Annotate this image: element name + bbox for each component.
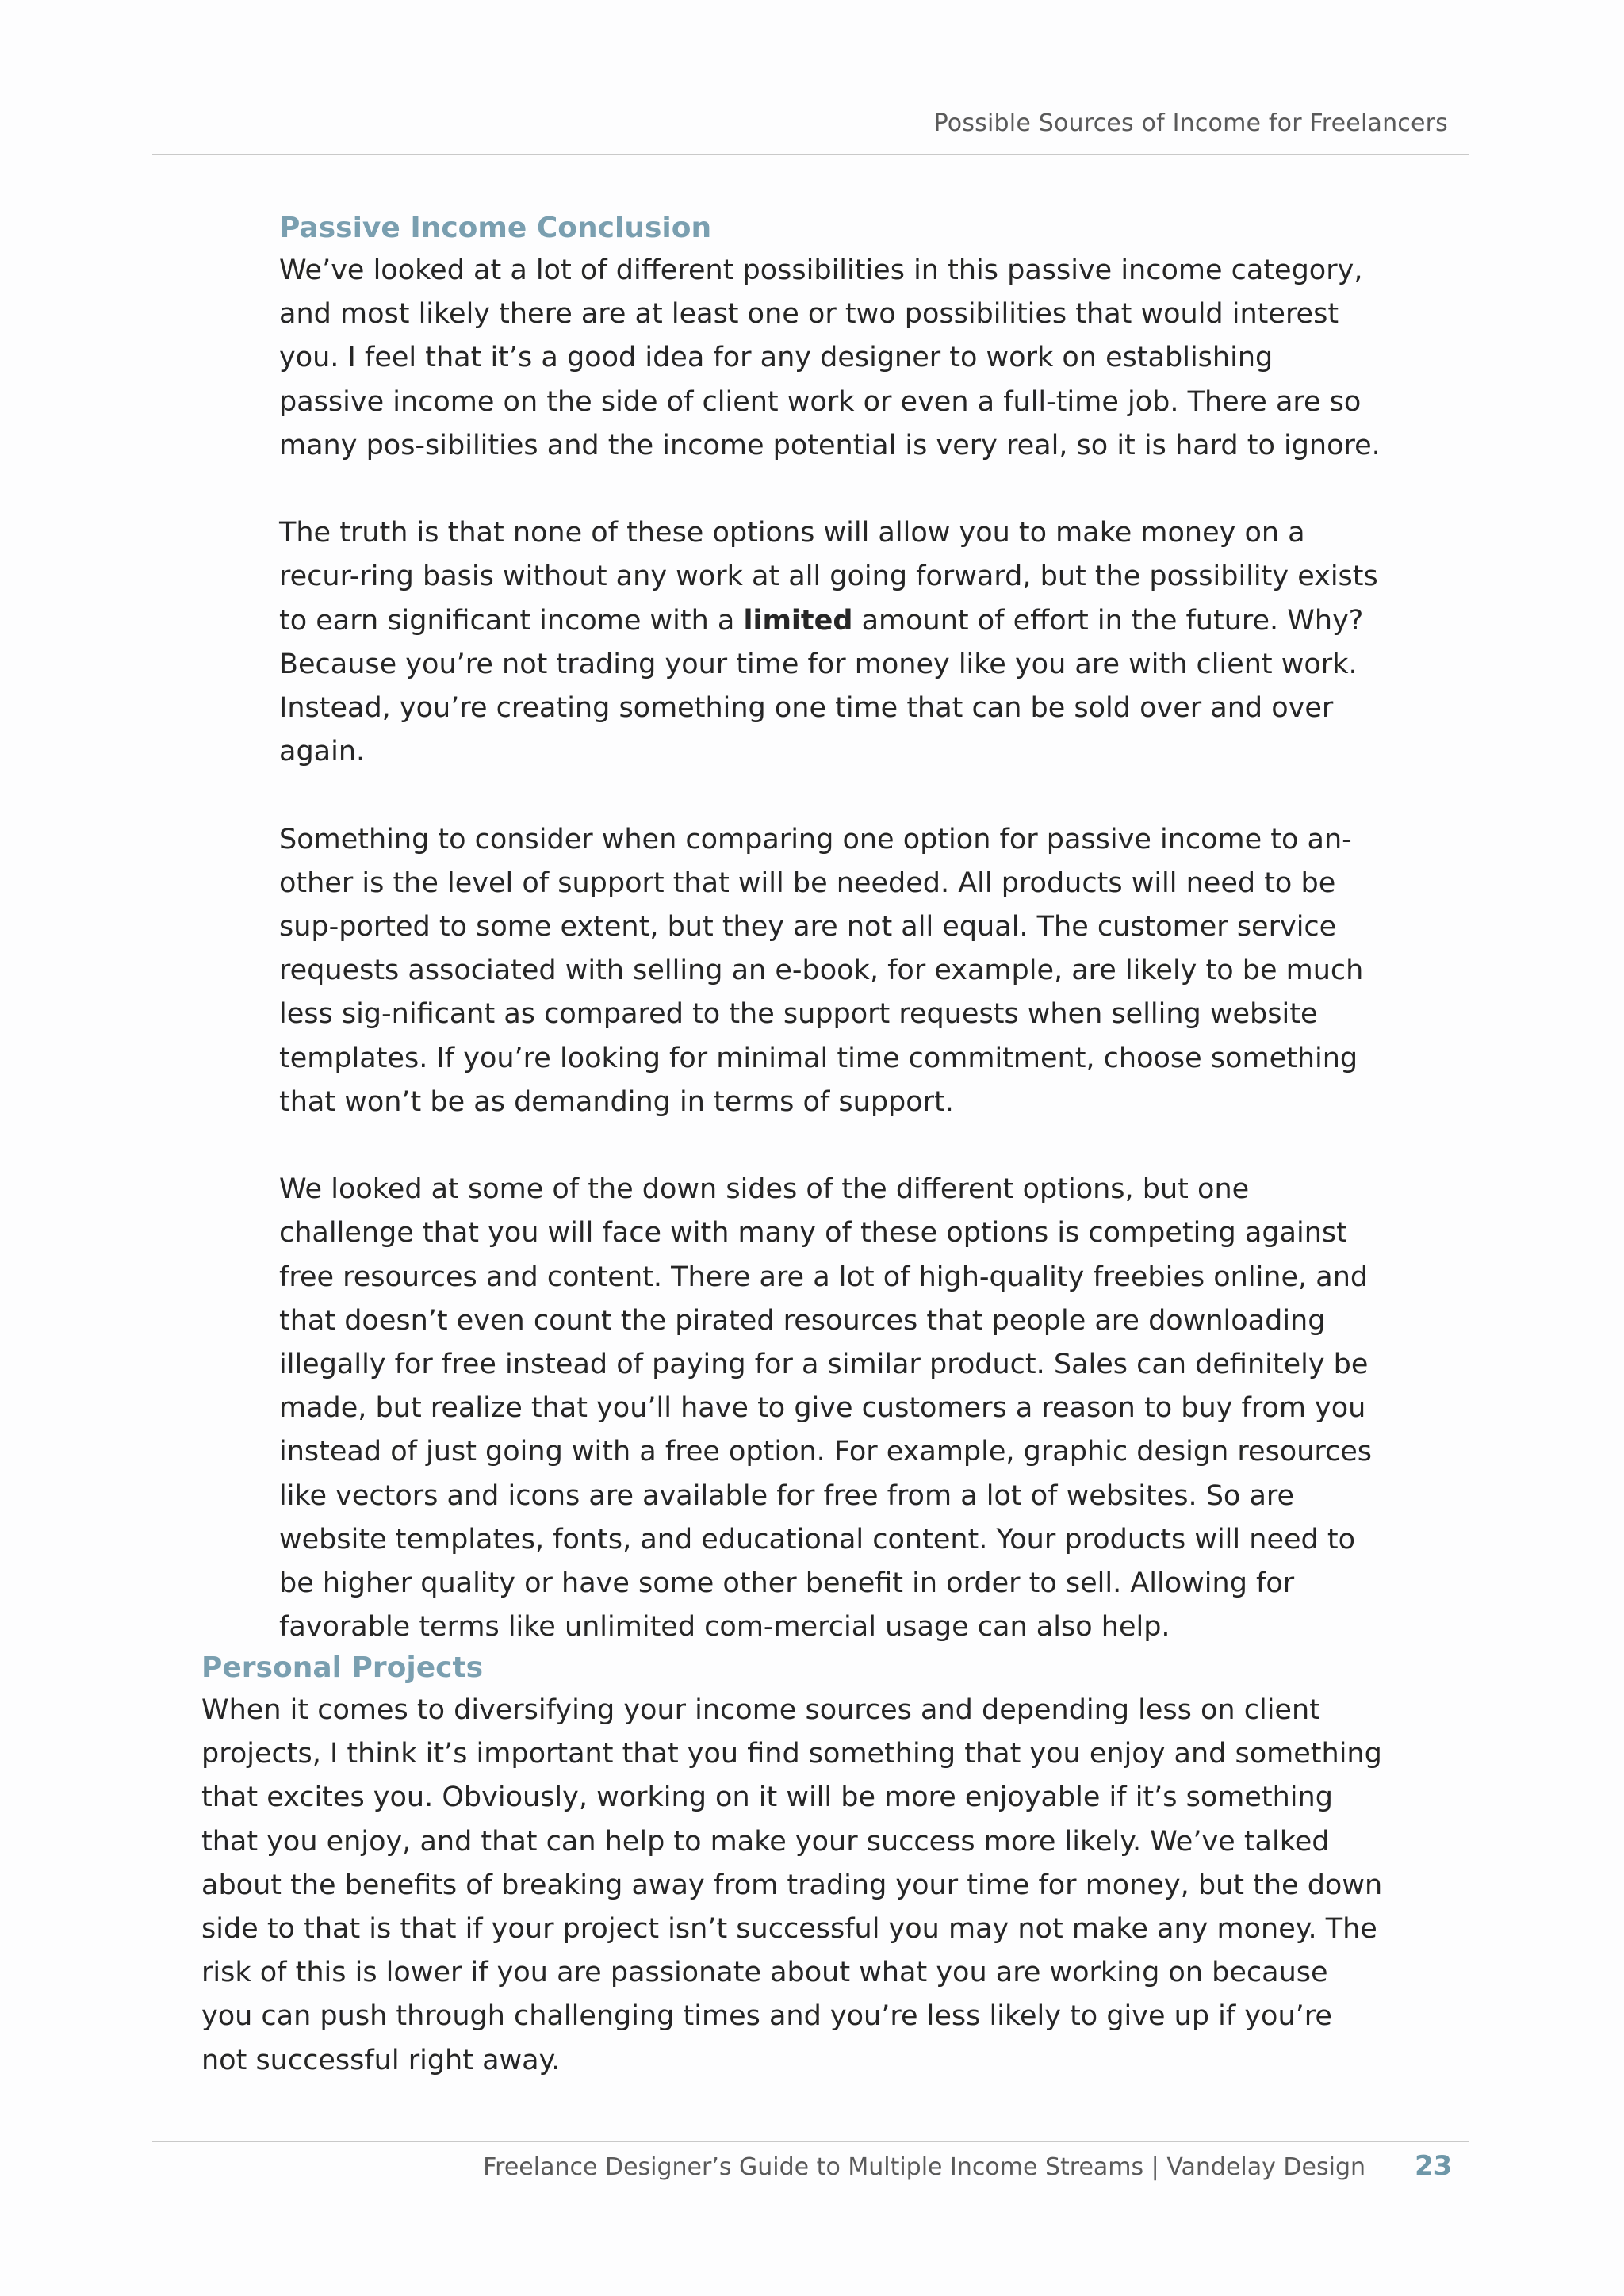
section-personal-projects xyxy=(201,1647,1383,2083)
paragraph: We looked at some of the down sides of the different options, but one challenge that you will face with many of these options is competing against free resources and content. There are a lot of high-quality freebies online, and that doesn’t even count the pirated resources that people are downloading illegally for free instead of paying for a similar product. Sales can definitely be made, but realize that you’ll have to give customers a reason to buy from you instead of just going with a free option. For example, graphic design resources like vectors and icons are available for free from a lot of websites. So are website templates, fonts, and educational content. Your products will need to be higher quality or have some other benefit in order to sell. Allowing for favorable terms like unlimited com-mercial usage can also help. xyxy=(279,1173,1373,1644)
paragraph-text: The truth is that none of these options will allow you to make money on a recur-ring basis without any work at all going forward, but the possibility exists to earn significant income with a xyxy=(279,517,1378,637)
page-footer xyxy=(483,2150,1453,2182)
paragraph: When it comes to diversifying your income sources and depending less on client projects, I think it’s important that you find something that you enjoy and something that excites you. Obviously, working on it will be more enjoyable if it’s something that you enjoy, and that can help to make your success more likely. We’ve talked about the benefits of breaking away from trading your time for money, but the down side to that is that if your project isn’t successful you may not make any money. The risk of this is lower if you are passionate about what you are working on because you can push through challenging times and you’re less likely to give up if you’re not successful right away. xyxy=(201,1694,1383,2076)
section-heading: Personal Projects xyxy=(201,1651,484,1684)
section-heading: Passive Income Conclusion xyxy=(279,212,712,244)
footer-divider xyxy=(152,2141,1469,2142)
page-number: 23 xyxy=(1415,2150,1453,2182)
paragraph: Something to consider when comparing one option for passive income to an-other is the level of support that will be needed. All products will need to be sup-ported to some extent, but they are not all equal. The customer service requests associated with selling an e-book, for example, are likely to be much less sig-nificant as compared to the support requests when selling website templates. If you’re looking for minimal time commitment, choose something that won’t be as demanding in terms of support. xyxy=(279,823,1364,1118)
paragraph xyxy=(279,511,1381,774)
footer-book-title: Freelance Designer’s Guide to Multiple Income Streams | Vandelay Design xyxy=(483,2153,1365,2181)
running-header: Possible Sources of Income for Freelancers xyxy=(933,109,1448,137)
paragraph-text: amount of effort in the future. Why? Because you’re not trading your time for money like you are with client work. Instead, you’re creating something one time that can be sold over and over again. xyxy=(279,604,1364,768)
section-passive-income-conclusion xyxy=(279,208,1381,1649)
header-divider xyxy=(152,154,1469,155)
bold-text: limited xyxy=(743,604,853,637)
paragraph: We’ve looked at a lot of different possibilities in this passive income category, and most likely there are at least one or two possibilities that would interest you. I feel that it’s a good idea for any designer to work on establishing passive income on the side of client work or even a full-time job. There are so many pos-sibilities and the income potential is very real, so it is hard to ignore. xyxy=(279,254,1381,461)
